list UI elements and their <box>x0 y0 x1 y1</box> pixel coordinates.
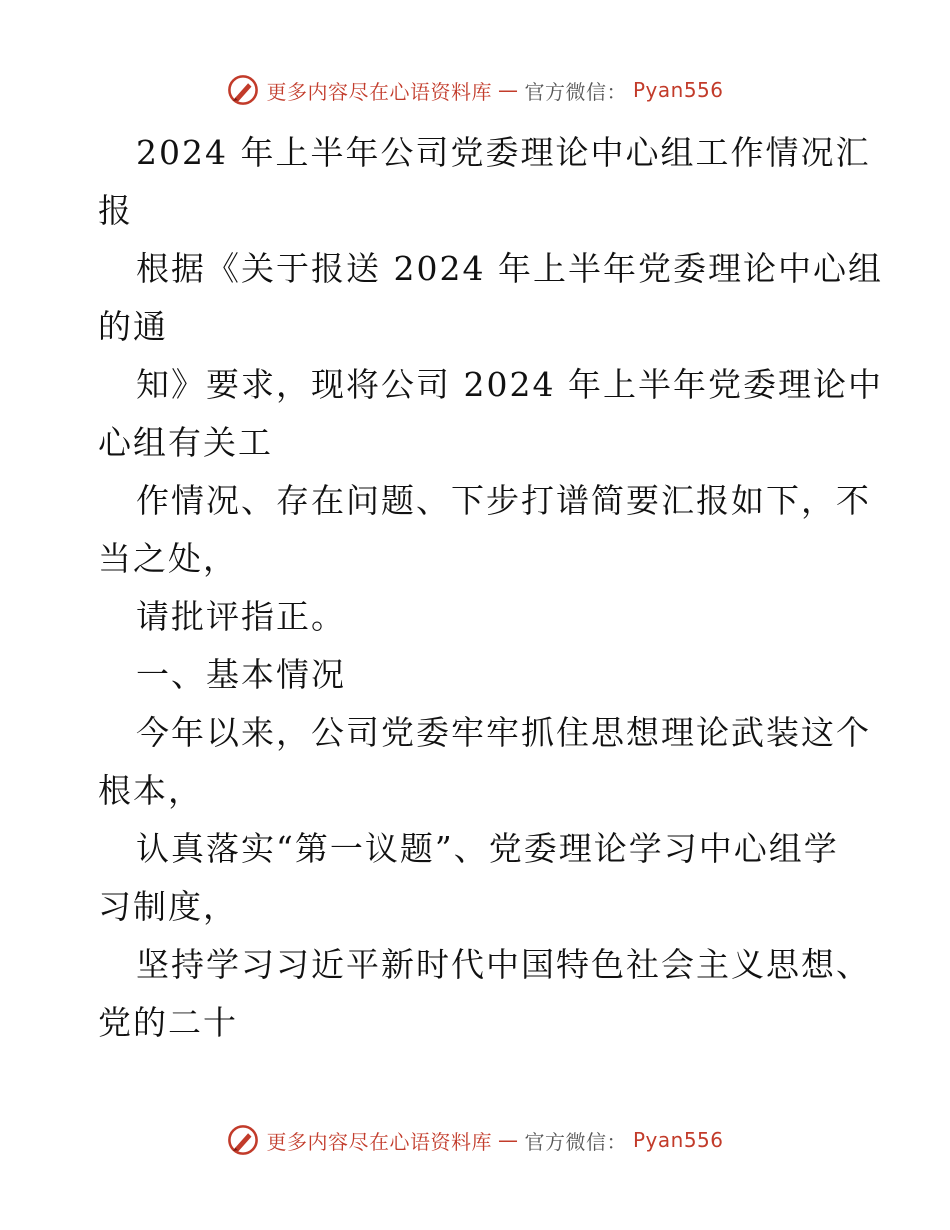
paragraph-line: 今年以来，公司党委牢牢抓住思想理论武装这个 <box>136 713 871 752</box>
paragraph-line: 的通 <box>98 307 168 346</box>
paragraph-line: 认真落实“第一议题”、党委理论学习中心组学 <box>136 829 839 868</box>
pen-logo-icon <box>226 1123 260 1157</box>
paragraph-line: 根据《关于报送 2024 年上半年党委理论中心组 <box>136 249 883 288</box>
watermark-separator: — <box>497 78 519 102</box>
paragraph-line: 当之处， <box>98 539 238 578</box>
paragraph-line: 坚持学习习近平新时代中国特色社会主义思想、 <box>136 945 871 984</box>
paragraph-line: 知》要求，现将公司 2024 年上半年党委理论中 <box>136 365 883 404</box>
header-watermark <box>0 70 950 110</box>
watermark-wechat-label: 官方微信： <box>524 1129 627 1154</box>
paragraph-line: 习制度， <box>98 887 238 926</box>
watermark-brand: 更多内容尽在心语资料库 <box>266 1129 492 1154</box>
watermark-brand: 更多内容尽在心语资料库 <box>266 79 492 104</box>
watermark-wechat-id: Pyan556 <box>632 78 724 102</box>
paragraph-line: 请批评指正。 <box>136 597 346 636</box>
title-line-2: 报 <box>98 191 133 230</box>
paragraph-line: 根本， <box>98 771 203 810</box>
footer-watermark <box>0 1120 950 1160</box>
paragraph-line: 党的二十 <box>98 1003 238 1042</box>
paragraph-line: 心组有关工 <box>98 423 273 462</box>
document-body <box>98 124 883 1052</box>
watermark-wechat-label: 官方微信： <box>524 79 627 104</box>
pen-logo-icon <box>226 73 260 107</box>
title-line-1: 2024 年上半年公司党委理论中心组工作情况汇 <box>136 133 871 172</box>
watermark-separator: — <box>497 1128 519 1152</box>
section-heading: 一、基本情况 <box>136 655 346 694</box>
watermark-wechat-id: Pyan556 <box>632 1128 724 1152</box>
paragraph-line: 作情况、存在问题、下步打谱简要汇报如下，不 <box>136 481 871 520</box>
